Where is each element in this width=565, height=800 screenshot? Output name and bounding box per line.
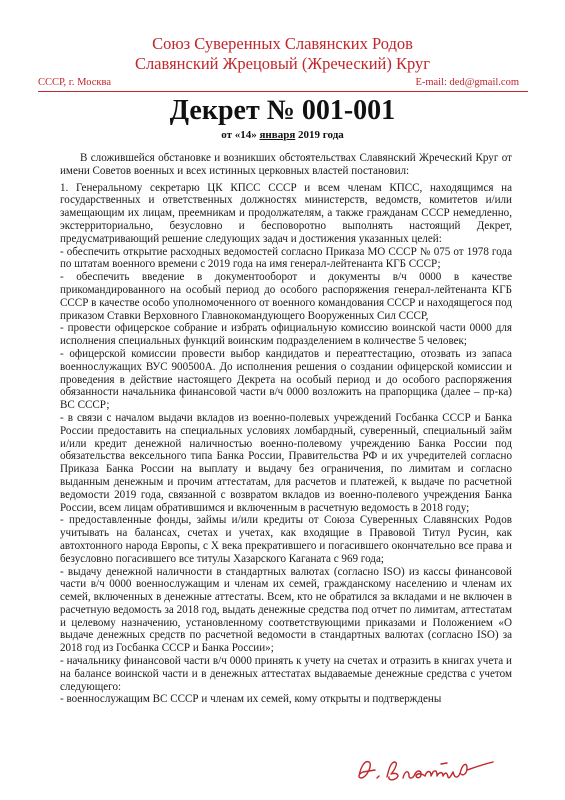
paragraph: 1. Генеральному секретарю ЦК КПСС СССР и всем членам КПСС, находящимся на государственных и ответственных должностях министерств, ведомств, комитетов и/или замещающим их лицам, преемникам и продолжателям, а также гражданам СССР немедленно, экстерриториально, безусловно и бесповоротно выполнять настоящий Декрет, предусматривающий решение следующих задач и достижения указанных целей: bbox=[60, 181, 512, 245]
paragraph: - обеспечить открытие расходных ведомостей согласно Приказа МО СССР № 075 от 1978 года по штатам военного времени с 2019 года на имя генерал-лейтенанта КГБ СССР; bbox=[60, 245, 512, 271]
paragraph: - провести офицерское собрание и избрать официальную комиссию воинской части 0000 для исполнения специальных функций воинским подразделением в количестве 5 человек; bbox=[60, 322, 512, 348]
intro-paragraph: В сложившейся обстановке и возникших обстоятельствах Славянский Жреческий Круг от имени Советов военных и всех истинных церковных властей постановил: bbox=[60, 152, 512, 177]
paragraph: - офицерской комиссии провести выбор кандидатов и переаттестацию, отозвать из запаса военнослужащих ВУС 900500А. До исполнения решения о создании офицерской комиссии и проведения в действие настоящего Декрета на особый период и до особого распоряжения обязанности начальника финансовой части в/ч 0000 возложить на прапорщика (далее – пр-ка) ВС СССР; bbox=[60, 347, 512, 412]
paragraph: - предоставленные фонды, займы и/или кредиты от Союза Суверенных Славянских Родов учитывать на балансах, счетах и учетах, как входящие в Правовой Титул Русин, как автохтонного народа Европы, с Х века прекратившего и погасившего окончательно все права и безусловно погасившего все титулы Хазарского Каганата с 969 года; bbox=[60, 514, 512, 565]
location-label: СССР, г. Москва bbox=[38, 77, 111, 88]
paragraph: - начальнику финансовой части в/ч 0000 принять к учету на счетах и отразить в книгах учета и на балансе воинской части и в денежных аттестатах выдаваемые денежные средства с учетом следующего: bbox=[60, 655, 512, 693]
organization-name: Союз Суверенных Славянских Родов bbox=[152, 34, 413, 53]
header-divider bbox=[38, 91, 528, 92]
date-month: января bbox=[259, 129, 296, 141]
paragraph: - военнослужащим ВС СССР и членам их семей, кому открыты и подтверждены bbox=[60, 693, 442, 706]
email-label: E-mail: ded@gmail.com bbox=[415, 77, 519, 88]
document-title: Декрет № 001-001 bbox=[169, 95, 396, 126]
paragraph: - в связи с началом выдачи вкладов из военно-полевых учреждений Госбанка СССР и Банка России предоставить на специальных условиях ломбардный, суверенный, специальный займ и/или кредит денежной наличностью военно-полевому учреждению Банка России под обязательства вексельного типа Банка России, Правительства РФ и их учредителей согласно Приказа Банка России на выплату и выдачу без ограничения, по лимитам и согласно выданным денежным и прочим аттестатам, для расчетов и платежей, к выдаче по расчетной ведомости 2019 года, связанной с возвратом вкладов из военно-полевого учреждения Банка России, всем лицам обратившимся и включенным в расчетную ведомость в 2018 году; bbox=[60, 411, 512, 514]
handwritten-signature bbox=[355, 752, 515, 786]
paragraph: - обеспечить введение в документооборот и документы в/ч 0000 в качестве прикомандированного на особый период до особого распоряжения генерал-лейтенанта КГБ СССР в качестве особо уполномоченного от военного командования СССР и находящегося под приказом Ставки Верховного Главнокомандующего Вооруженных Сил СССР, bbox=[60, 271, 512, 322]
document-date: от «14» января 2019 года bbox=[221, 129, 344, 141]
paragraph: - выдачу денежной наличности в стандартных валютах (согласно ISO) из кассы финансовой части в/ч 0000 военнослужащим и членам их семей, гражданскому населению и членам их семей, включенных в денежные аттестаты. Всем, кто не обратился за вкладами и не включен в расчетную ведомость за 2018 год, выдать денежные средства под отчет по лимитам, аттестатам и целевому назначению, установленному соответствующими приказами и Положением «О выдаче денежных средств по расчетной ведомости в стандартных валютах (согласно ISO) за 2018 год из Госбанка СССР и Банка России»; bbox=[60, 565, 512, 655]
circle-name: Славянский Жрецовый (Жреческий) Круг bbox=[134, 54, 431, 73]
document-body bbox=[60, 152, 512, 706]
